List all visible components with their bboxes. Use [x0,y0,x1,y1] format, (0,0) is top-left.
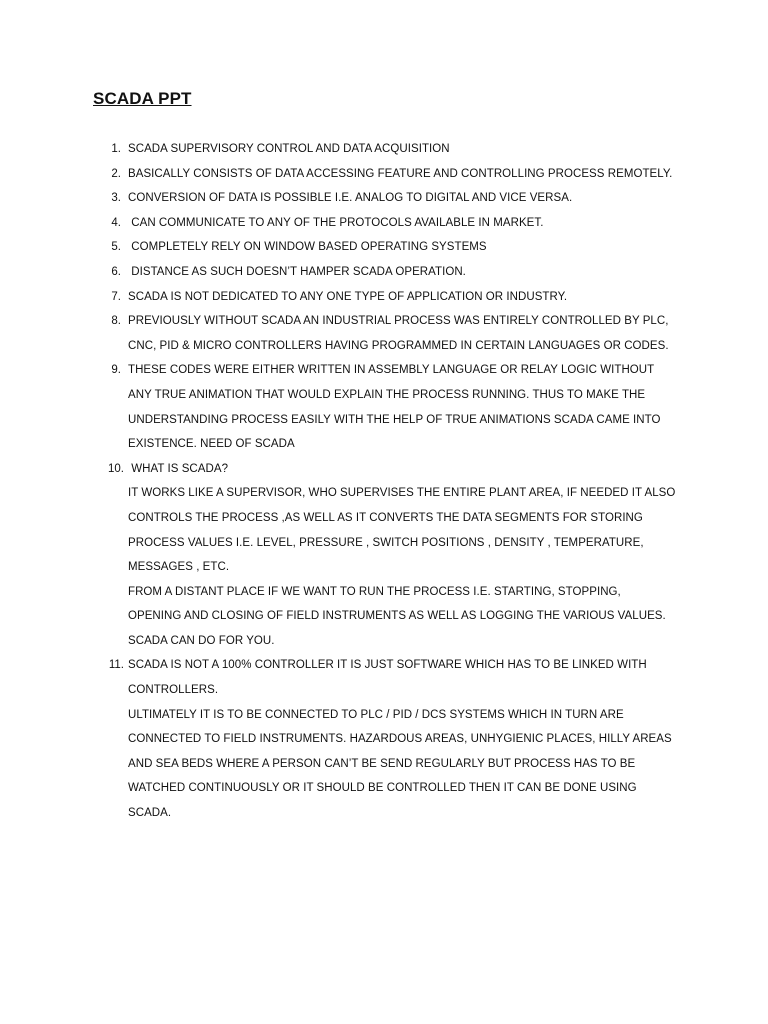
list-item [0,309,768,358]
list-item-number: 2. [111,167,121,180]
list-item-text: AND SEA BEDS WHERE A PERSON CAN’T BE SEND REGULARLY BUT PROCESS HAS TO BE [128,757,636,770]
list-item [0,653,768,825]
list-item-text: CONTROLLERS. [128,684,219,697]
page-title: SCADA PPT [93,89,192,108]
list-item-number: 5. [111,241,121,254]
list-item-text: FROM A DISTANT PLACE IF WE WANT TO RUN THE PROCESS I.E. STARTING, STOPPING, [128,585,621,598]
list-item-text: ULTIMATELY IT IS TO BE CONNECTED TO PLC / PID / DCS SYSTEMS WHICH IN TURN ARE [128,708,624,721]
list-item-text: UNDERSTANDING PROCESS EASILY WITH THE HELP OF TRUE ANIMATIONS SCADA CAME INTO [128,413,661,426]
list-item-number: 3. [111,192,121,205]
list-item [0,457,768,654]
list-item-text: OPENING AND CLOSING OF FIELD INSTRUMENTS AS WELL AS LOGGING THE VARIOUS VALUES. [128,610,666,623]
list-item-text: THESE CODES WERE EITHER WRITTEN IN ASSEMBLY LANGUAGE OR RELAY LOGIC WITHOUT [128,364,655,377]
list-item-text: SCADA CAN DO FOR YOU. [128,634,275,647]
list-item-text: CNC, PID & MICRO CONTROLLERS HAVING PROGRAMMED IN CERTAIN LANGUAGES OR CODES. [128,339,669,352]
list-item-text: DISTANCE AS SUCH DOESN’T HAMPER SCADA OPERATION. [128,265,466,278]
list-item [0,137,768,162]
list-item-number: 7. [111,290,121,303]
list-item-text: CONNECTED TO FIELD INSTRUMENTS. HAZARDOUS AREAS, UNHYGIENIC PLACES, HILLY AREAS [128,733,672,746]
list-item-text: CONVERSION OF DATA IS POSSIBLE I.E. ANALOG TO DIGITAL AND VICE VERSA. [128,192,573,205]
list-item-text: SCADA SUPERVISORY CONTROL AND DATA ACQUISITION [128,143,450,155]
list-item-number: 4. [111,216,121,229]
list-item [0,186,768,211]
list-item-text: ANY TRUE ANIMATION THAT WOULD EXPLAIN THE PROCESS RUNNING. THUS TO MAKE THE [128,388,646,401]
list-item-number: 1. [111,143,121,155]
list-item [0,285,768,310]
list-item-text: MESSAGES , ETC. [128,561,230,574]
list-item-text: WHAT IS SCADA? [128,462,229,475]
list-item [0,358,768,456]
list-item-text: SCADA IS NOT A 100% CONTROLLER IT IS JUST SOFTWARE WHICH HAS TO BE LINKED WITH [128,659,647,672]
list-item-text: PREVIOUSLY WITHOUT SCADA AN INDUSTRIAL PROCESS WAS ENTIRELY CONTROLLED BY PLC, [128,315,669,328]
list-item-number: 6. [111,265,121,278]
list-item-number: 8. [111,315,121,328]
list-item-text: CAN COMMUNICATE TO ANY OF THE PROTOCOLS AVAILABLE IN MARKET. [128,216,544,229]
list-item-number: 9. [111,364,121,377]
list-item-number: 11. [108,659,124,672]
list-item-text: IT WORKS LIKE A SUPERVISOR, WHO SUPERVISES THE ENTIRE PLANT AREA, IF NEEDED IT ALSO [128,487,676,500]
list-item-number: 10. [108,462,124,475]
list-item [0,211,768,236]
numbered-list [0,137,768,826]
list-item-text: BASICALLY CONSISTS OF DATA ACCESSING FEATURE AND CONTROLLING PROCESS REMOTELY. [128,167,673,180]
list-item-text: SCADA IS NOT DEDICATED TO ANY ONE TYPE OF APPLICATION OR INDUSTRY. [128,290,568,303]
list-item-text: WATCHED CONTINUOUSLY OR IT SHOULD BE CONTROLLED THEN IT CAN BE DONE USING [128,782,637,795]
list-item [0,162,768,187]
list-item-text: SCADA. [128,807,172,820]
list-item [0,260,768,285]
list-item [0,235,768,260]
list-item-text: PROCESS VALUES I.E. LEVEL, PRESSURE , SWITCH POSITIONS , DENSITY , TEMPERATURE, [128,536,644,549]
list-item-text: EXISTENCE. NEED OF SCADA [128,438,295,451]
list-item-text: CONTROLS THE PROCESS ,AS WELL AS IT CONVERTS THE DATA SEGMENTS FOR STORING [128,511,643,524]
list-item-text: COMPLETELY RELY ON WINDOW BASED OPERATING SYSTEMS [128,241,487,254]
